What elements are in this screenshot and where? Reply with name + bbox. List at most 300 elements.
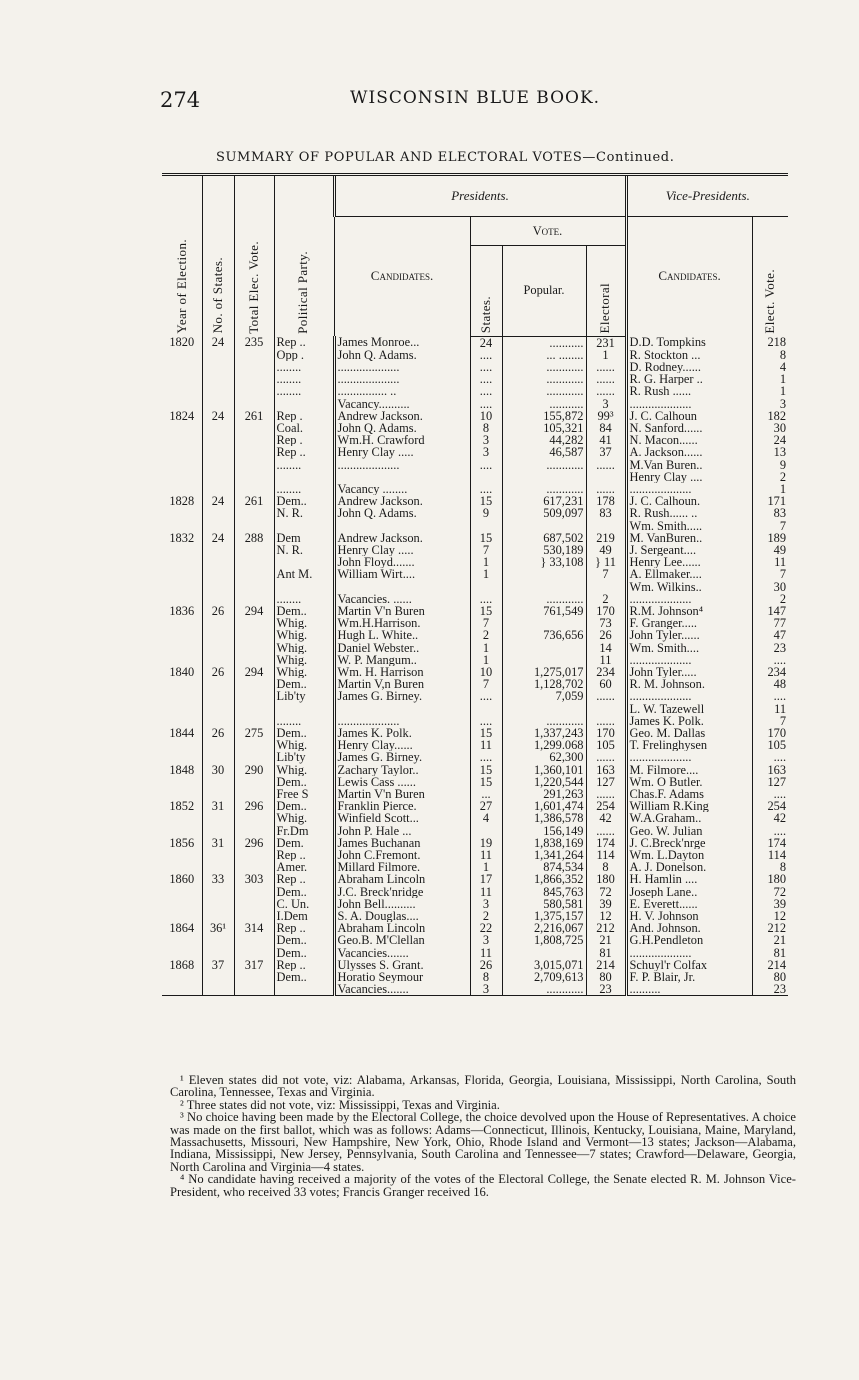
cell-popular: ............	[502, 385, 586, 397]
cell-vote-states: ....	[470, 385, 502, 397]
cell-vp-candidate: William R.King	[626, 800, 752, 812]
cell-vp-elect-vote: 11	[752, 703, 788, 715]
cell-candidate: Wm. H. Harrison	[334, 666, 470, 678]
cell-party	[274, 581, 334, 593]
cell-popular: 3,015,071	[502, 959, 586, 971]
cell-party: Dem..	[274, 947, 334, 959]
cell-states	[202, 642, 234, 654]
cell-electoral: ......	[586, 361, 626, 373]
cell-total-elec: 235	[234, 336, 274, 349]
cell-candidate: Martin V'n Buren	[334, 605, 470, 617]
cell-vp-elect-vote: 72	[752, 886, 788, 898]
cell-vote-states: 11	[470, 739, 502, 751]
cell-electoral: 21	[586, 934, 626, 946]
cell-vp-elect-vote: 189	[752, 532, 788, 544]
cell-vp-candidate: ....................	[626, 654, 752, 666]
cell-vote-states: 27	[470, 800, 502, 812]
cell-total-elec	[234, 910, 274, 922]
cell-year	[162, 544, 202, 556]
cell-popular: 1,299.068	[502, 739, 586, 751]
cell-popular: 1,128,702	[502, 678, 586, 690]
cell-year	[162, 361, 202, 373]
cell-popular: 1,337,243	[502, 727, 586, 739]
cell-vp-elect-vote: 13	[752, 446, 788, 458]
cell-party: ........	[274, 483, 334, 495]
cell-total-elec	[234, 556, 274, 568]
cell-popular	[502, 471, 586, 483]
cell-candidate: J.C. Breck'nridge	[334, 886, 470, 898]
cell-year	[162, 776, 202, 788]
cell-vp-candidate: W.A.Graham..	[626, 812, 752, 824]
cell-states: 24	[202, 532, 234, 544]
cell-states: 33	[202, 873, 234, 885]
table-row	[162, 459, 788, 471]
cell-popular: 7,059	[502, 690, 586, 702]
cell-states: 26	[202, 605, 234, 617]
table-body	[162, 336, 788, 996]
cell-vp-elect-vote: 2	[752, 593, 788, 605]
cell-total-elec	[234, 398, 274, 410]
cell-party: Dem..	[274, 605, 334, 617]
cell-popular: ............	[502, 593, 586, 605]
cell-popular: 44,282	[502, 434, 586, 446]
cell-vote-states	[470, 703, 502, 715]
cell-vote-states: 26	[470, 959, 502, 971]
cell-vote-states: 24	[470, 336, 502, 349]
cell-vp-elect-vote: 1	[752, 385, 788, 397]
cell-vote-states: 15	[470, 727, 502, 739]
cell-candidate: John P. Hale ...	[334, 825, 470, 837]
cell-candidate: Vacancies. ......	[334, 593, 470, 605]
cell-vp-elect-vote: 182	[752, 410, 788, 422]
cell-party: Lib'ty	[274, 751, 334, 763]
cell-vote-states: ....	[470, 459, 502, 471]
col-header-states: No. of States.	[202, 175, 234, 337]
cell-vp-candidate: F. Granger.....	[626, 617, 752, 629]
cell-party: Whig.	[274, 812, 334, 824]
cell-electoral: ......	[586, 459, 626, 471]
cell-states	[202, 971, 234, 983]
cell-vote-states: ....	[470, 483, 502, 495]
cell-total-elec	[234, 642, 274, 654]
cell-party: Rep .	[274, 434, 334, 446]
cell-year: 1864	[169, 922, 195, 935]
cell-vote-states: 3	[470, 446, 502, 458]
col-header-year: Year of Election.	[162, 175, 202, 337]
cell-electoral: ......	[586, 825, 626, 837]
cell-vp-elect-vote: 83	[752, 507, 788, 519]
cell-vote-states: 15	[470, 605, 502, 617]
cell-vp-elect-vote: 8	[752, 349, 788, 361]
cell-total-elec	[234, 788, 274, 800]
col-header-candidates: Candidates.	[334, 217, 470, 337]
cell-popular: 736,656	[502, 629, 586, 641]
cell-vp-elect-vote: 77	[752, 617, 788, 629]
cell-candidate: John Bell..........	[334, 898, 470, 910]
table-row	[162, 751, 788, 763]
cell-vote-states: 8	[470, 971, 502, 983]
table-row	[162, 593, 788, 605]
footnotes	[170, 1074, 796, 1198]
cell-party	[274, 471, 334, 483]
cell-popular: ... ........	[502, 349, 586, 361]
cell-candidate	[334, 703, 470, 715]
cell-vp-candidate: N. Sanford......	[626, 422, 752, 434]
table-row	[162, 776, 788, 788]
cell-total-elec	[234, 947, 274, 959]
cell-states	[202, 581, 234, 593]
cell-candidate: W. P. Mangum..	[334, 654, 470, 666]
cell-electoral: 105	[586, 739, 626, 751]
cell-candidate: William Wirt....	[334, 568, 470, 580]
cell-electoral: } 11	[586, 556, 626, 568]
cell-total-elec	[234, 471, 274, 483]
cell-party: Opp .	[274, 349, 334, 361]
cell-party: Amer.	[274, 861, 334, 873]
cell-candidate: ................ ..	[334, 385, 470, 397]
cell-vp-candidate: And. Johnson.	[626, 922, 752, 934]
cell-electoral: 170	[586, 605, 626, 617]
cell-states	[202, 373, 234, 385]
cell-party: Rep ..	[274, 336, 334, 349]
cell-vote-states: ....	[470, 398, 502, 410]
cell-party: Fr.Dm	[274, 825, 334, 837]
cell-vp-candidate: E. Everett......	[626, 898, 752, 910]
cell-year	[162, 947, 202, 959]
cell-candidate: Zachary Taylor..	[334, 764, 470, 776]
cell-vp-elect-vote: 12	[752, 910, 788, 922]
cell-electoral	[586, 471, 626, 483]
cell-vp-elect-vote: 114	[752, 849, 788, 861]
cell-vp-candidate: ....................	[626, 690, 752, 702]
cell-vp-candidate: James K. Polk.	[626, 715, 752, 727]
table-row	[162, 971, 788, 983]
cell-vp-elect-vote: ....	[752, 654, 788, 666]
cell-vp-candidate: R. Stockton ...	[626, 349, 752, 361]
cell-party: Rep ..	[274, 446, 334, 458]
cell-total-elec	[234, 459, 274, 471]
cell-popular: 1,360,101	[502, 764, 586, 776]
cell-year	[162, 825, 202, 837]
cell-vp-candidate: Henry Lee......	[626, 556, 752, 568]
cell-popular	[502, 568, 586, 580]
table-row	[162, 727, 788, 739]
cell-vp-candidate: R. G. Harper ..	[626, 373, 752, 385]
cell-electoral: 178	[586, 495, 626, 507]
cell-candidate: Wm.H. Crawford	[334, 434, 470, 446]
cell-year	[162, 788, 202, 800]
cell-vp-candidate: J. Sergeant....	[626, 544, 752, 556]
cell-party	[274, 398, 334, 410]
cell-popular: 156,149	[502, 825, 586, 837]
cell-party: N. R.	[274, 544, 334, 556]
cell-vp-elect-vote: 7	[752, 568, 788, 580]
cell-states	[202, 349, 234, 361]
cell-vp-candidate: A. Ellmaker....	[626, 568, 752, 580]
cell-total-elec	[234, 581, 274, 593]
cell-vp-elect-vote: 254	[752, 800, 788, 812]
cell-total-elec	[234, 971, 274, 983]
cell-popular: 874,534	[502, 861, 586, 873]
cell-popular: 291,263	[502, 788, 586, 800]
cell-vp-elect-vote: 147	[752, 605, 788, 617]
cell-vp-elect-vote: 1	[752, 483, 788, 495]
cell-vote-states	[470, 520, 502, 532]
table-row	[162, 410, 788, 422]
cell-vote-states: 22	[470, 922, 502, 934]
cell-vote-states: 3	[470, 934, 502, 946]
cell-states	[202, 983, 234, 996]
cell-states: 26	[202, 666, 234, 678]
cell-vp-candidate: Henry Clay ....	[626, 471, 752, 483]
cell-total-elec	[234, 385, 274, 397]
cell-party: Whig.	[274, 666, 334, 678]
cell-total-elec	[234, 446, 274, 458]
cell-year	[162, 385, 202, 397]
cell-states	[202, 385, 234, 397]
cell-year	[162, 483, 202, 495]
cell-vote-states: 7	[470, 678, 502, 690]
cell-total-elec	[234, 690, 274, 702]
cell-popular: 1,386,578	[502, 812, 586, 824]
cell-total-elec	[234, 617, 274, 629]
cell-total-elec	[234, 349, 274, 361]
cell-year: 1824	[169, 409, 195, 422]
cell-vote-states: 15	[470, 764, 502, 776]
cell-electoral: 73	[586, 617, 626, 629]
table-row	[162, 629, 788, 641]
cell-year	[162, 520, 202, 532]
cell-vp-candidate: R.M. Johnson⁴	[626, 605, 752, 617]
footnote-4: ⁴ No candidate having received a majority of the votes of the Electoral College, the Senate elected R. M. Johnson Vice-President, who received 33 votes; Francis Granger received 16.	[170, 1172, 796, 1199]
cell-year	[162, 690, 202, 702]
cell-electoral	[586, 520, 626, 532]
cell-party: ........	[274, 459, 334, 471]
cell-total-elec: 290	[234, 764, 274, 776]
cell-states	[202, 715, 234, 727]
cell-year: 1852	[169, 800, 195, 813]
cell-total-elec	[234, 507, 274, 519]
cell-electoral: 84	[586, 422, 626, 434]
cell-vp-elect-vote: 48	[752, 678, 788, 690]
cell-year	[162, 398, 202, 410]
cell-vote-states: 1	[470, 568, 502, 580]
table-row	[162, 898, 788, 910]
cell-year: 1836	[169, 604, 195, 618]
cell-candidate	[334, 471, 470, 483]
cell-vp-candidate: J. C. Calhoun	[626, 410, 752, 422]
table-row	[162, 581, 788, 593]
cell-candidate	[334, 520, 470, 532]
cell-states: 31	[202, 837, 234, 849]
cell-vp-elect-vote: 11	[752, 556, 788, 568]
cell-candidate: Horatio Seymour	[334, 971, 470, 983]
cell-year	[162, 349, 202, 361]
cell-party: ........	[274, 715, 334, 727]
cell-electoral: ......	[586, 715, 626, 727]
cell-states	[202, 556, 234, 568]
cell-vp-candidate: L. W. Tazewell	[626, 703, 752, 715]
cell-party: Dem..	[274, 800, 334, 812]
cell-vote-states: 8	[470, 422, 502, 434]
cell-party: ........	[274, 373, 334, 385]
cell-year	[162, 983, 202, 996]
cell-electoral: 60	[586, 678, 626, 690]
cell-states	[202, 910, 234, 922]
cell-vote-states: ....	[470, 373, 502, 385]
cell-vp-candidate: Wm. Smith....	[626, 642, 752, 654]
cell-vp-candidate: D.D. Tompkins	[626, 336, 752, 349]
cell-vp-candidate: G.H.Pendleton	[626, 934, 752, 946]
cell-party: I.Dem	[274, 910, 334, 922]
cell-total-elec	[234, 654, 274, 666]
table-row	[162, 446, 788, 458]
cell-year	[162, 556, 202, 568]
cell-party: Dem	[274, 532, 334, 544]
table-row	[162, 812, 788, 824]
cell-candidate: Wm.H.Harrison.	[334, 617, 470, 629]
cell-popular: 2,216,067	[502, 922, 586, 934]
cell-party: Whig.	[274, 654, 334, 666]
cell-popular	[502, 520, 586, 532]
cell-vp-candidate: H. Hamlin ....	[626, 873, 752, 885]
cell-states: 24	[202, 495, 234, 507]
cell-electoral: 81	[586, 947, 626, 959]
cell-party: Rep ..	[274, 873, 334, 885]
cell-candidate: John Floyd.......	[334, 556, 470, 568]
cell-total-elec	[234, 983, 274, 996]
cell-popular	[502, 617, 586, 629]
table-row	[162, 654, 788, 666]
cell-year: 1820	[169, 336, 195, 349]
cell-vp-candidate: ....................	[626, 751, 752, 763]
cell-candidate: James Buchanan	[334, 837, 470, 849]
cell-total-elec	[234, 361, 274, 373]
cell-vote-states: 2	[470, 629, 502, 641]
cell-states	[202, 690, 234, 702]
cell-year	[162, 934, 202, 946]
cell-states	[202, 776, 234, 788]
cell-states: 31	[202, 800, 234, 812]
cell-year	[162, 910, 202, 922]
cell-candidate: John C.Fremont.	[334, 849, 470, 861]
cell-states	[202, 739, 234, 751]
cell-popular	[502, 947, 586, 959]
cell-vote-states: 1	[470, 556, 502, 568]
cell-electoral: ......	[586, 373, 626, 385]
cell-vote-states: 1	[470, 861, 502, 873]
cell-electoral: 254	[586, 800, 626, 812]
cell-year	[162, 373, 202, 385]
cell-total-elec	[234, 861, 274, 873]
cell-total-elec: 317	[234, 959, 274, 971]
cell-states	[202, 812, 234, 824]
cell-vp-elect-vote: 24	[752, 434, 788, 446]
cell-states	[202, 422, 234, 434]
cell-year	[162, 654, 202, 666]
table-row	[162, 544, 788, 556]
cell-total-elec	[234, 751, 274, 763]
cell-electoral: 41	[586, 434, 626, 446]
cell-popular: 1,375,157	[502, 910, 586, 922]
cell-vp-elect-vote: ....	[752, 825, 788, 837]
cell-vp-elect-vote: 170	[752, 727, 788, 739]
cell-vp-elect-vote: 127	[752, 776, 788, 788]
cell-total-elec: 294	[234, 666, 274, 678]
cell-popular: ............	[502, 983, 586, 996]
cell-year	[162, 678, 202, 690]
cell-party: Coal.	[274, 422, 334, 434]
cell-vp-elect-vote: 42	[752, 812, 788, 824]
cell-electoral: 231	[586, 336, 626, 349]
cell-popular: 62,300	[502, 751, 586, 763]
cell-candidate: Andrew Jackson.	[334, 532, 470, 544]
cell-popular: 2,709,613	[502, 971, 586, 983]
cell-electoral: 26	[586, 629, 626, 641]
cell-states	[202, 593, 234, 605]
cell-year	[162, 434, 202, 446]
cell-popular: 105,321	[502, 422, 586, 434]
cell-total-elec	[234, 593, 274, 605]
cell-total-elec: 296	[234, 800, 274, 812]
cell-total-elec: 261	[234, 410, 274, 422]
table-row	[162, 520, 788, 532]
cell-vote-states: ....	[470, 349, 502, 361]
cell-vote-states: 3	[470, 898, 502, 910]
cell-party	[274, 983, 334, 996]
table-row	[162, 398, 788, 410]
cell-party: ........	[274, 361, 334, 373]
cell-total-elec: 294	[234, 605, 274, 617]
table-row	[162, 349, 788, 361]
col-header-party: Political Party.	[274, 175, 334, 337]
cell-total-elec	[234, 434, 274, 446]
cell-candidate: S. A. Douglas....	[334, 910, 470, 922]
cell-total-elec	[234, 544, 274, 556]
cell-states	[202, 629, 234, 641]
cell-party: Rep ..	[274, 959, 334, 971]
cell-states	[202, 934, 234, 946]
cell-vote-states: ....	[470, 361, 502, 373]
cell-candidate: Lewis Cass ......	[334, 776, 470, 788]
cell-vp-elect-vote: 7	[752, 715, 788, 727]
cell-popular: 617,231	[502, 495, 586, 507]
table-row	[162, 715, 788, 727]
cell-candidate: Franklin Pierce.	[334, 800, 470, 812]
cell-vp-elect-vote: 80	[752, 971, 788, 983]
table-row	[162, 800, 788, 812]
cell-candidate: John Q. Adams.	[334, 422, 470, 434]
cell-electoral: 23	[586, 983, 626, 996]
cell-vote-states: 11	[470, 849, 502, 861]
cell-party	[274, 703, 334, 715]
table-row	[162, 910, 788, 922]
cell-vp-candidate: Wm. Smith.....	[626, 520, 752, 532]
col-header-electoral: Electoral	[586, 245, 626, 336]
page-number: 274	[160, 88, 201, 112]
cell-party: Whig.	[274, 739, 334, 751]
cell-vp-elect-vote: 30	[752, 581, 788, 593]
table-row	[162, 373, 788, 385]
cell-vote-states: ....	[470, 690, 502, 702]
cell-vp-candidate: R. M. Johnson.	[626, 678, 752, 690]
table-row	[162, 739, 788, 751]
cell-party: Dem..	[274, 727, 334, 739]
cell-total-elec	[234, 678, 274, 690]
cell-candidate: ....................	[334, 459, 470, 471]
cell-popular: 1,275,017	[502, 666, 586, 678]
cell-popular: 1,220,544	[502, 776, 586, 788]
